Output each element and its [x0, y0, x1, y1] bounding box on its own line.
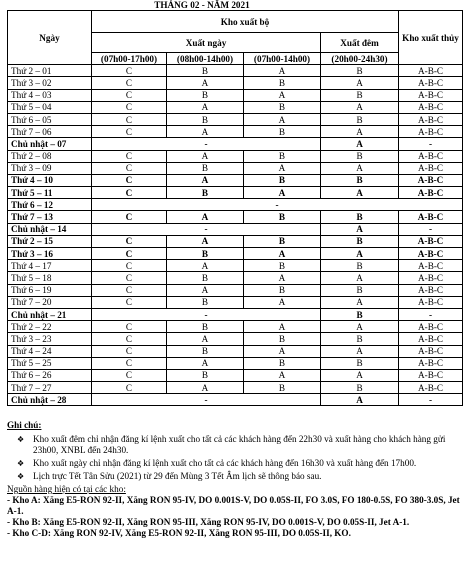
shift-cell-2: A: [167, 284, 244, 296]
shift-cell-3: B: [244, 174, 321, 186]
header-kho-xuat-thuy: Kho xuất thủy: [399, 11, 463, 65]
table-row: [8, 101, 463, 113]
table-row: [8, 174, 463, 186]
table-row: [8, 235, 463, 247]
shift-cell-2: B: [167, 321, 244, 333]
shift-cell-3: B: [244, 150, 321, 162]
day-cell: Chủ nhật – 07: [8, 138, 92, 150]
shift-cell-3: A: [244, 369, 321, 381]
water-depot-cell: A-B-C: [399, 235, 463, 247]
shift-cell-1: C: [92, 357, 167, 369]
water-depot-cell: A-B-C: [399, 113, 463, 125]
day-cell: Thứ 5 – 11: [8, 187, 92, 199]
shift-cell-merged: -: [92, 394, 321, 406]
shift-cell-1: C: [92, 382, 167, 394]
diamond-bullet-icon: ❖: [17, 472, 25, 481]
shift-cell-2: A: [167, 77, 244, 89]
shift-cell-2: B: [167, 272, 244, 284]
table-row: [8, 284, 463, 296]
product-kho-a: - Kho A: Xăng E5-RON 92-II, Xăng RON 95-IV, DO 0.001S-V, DO 0.05S-II, FO 3.0S, FO 180-0.5S, FO 380-3.0S, Jet A-1.: [7, 495, 460, 516]
day-cell: Thứ 2 – 15: [8, 235, 92, 247]
night-shift-cell: B: [321, 260, 399, 272]
night-shift-cell: B: [321, 113, 399, 125]
day-cell: Thứ 3 – 16: [8, 248, 92, 260]
shift-cell-2: A: [167, 357, 244, 369]
shift-cell-3: B: [244, 284, 321, 296]
table-row: [8, 369, 463, 381]
table-row: [8, 272, 463, 284]
shift-cell-2: B: [167, 369, 244, 381]
shift-cell-3: B: [244, 211, 321, 223]
day-cell: Thứ 4 – 10: [8, 174, 92, 186]
shift-cell-3: A: [244, 345, 321, 357]
table-row: [8, 333, 463, 345]
table-row: [8, 345, 463, 357]
shift-cell-3: A: [244, 89, 321, 101]
night-shift-cell: B: [321, 211, 399, 223]
night-shift-cell: B: [321, 174, 399, 186]
day-cell: Thứ 2 – 01: [8, 65, 92, 77]
day-cell: Thứ 6 – 19: [8, 284, 92, 296]
shift-cell-2: B: [167, 65, 244, 77]
shift-cell-1: C: [92, 126, 167, 138]
table-row: [8, 394, 463, 406]
shift-cell-merged: -: [92, 308, 321, 320]
day-cell: Thứ 7 – 06: [8, 126, 92, 138]
day-cell: Thứ 3 – 02: [8, 77, 92, 89]
night-shift-cell: A: [321, 394, 399, 406]
shift-cell-3: A: [244, 187, 321, 199]
water-depot-cell: A-B-C: [399, 284, 463, 296]
shift-cell-2: B: [167, 248, 244, 260]
shift-cell-2: A: [167, 211, 244, 223]
shift-cell-1: C: [92, 150, 167, 162]
shift-cell-3: B: [244, 101, 321, 113]
water-depot-cell: A-B-C: [399, 101, 463, 113]
note-item: ❖ Kho xuất ngày chỉ nhận đăng kí lệnh xuất cho tất cả các khách hàng đến 16h30 và xuất hàng đến 17h00.: [17, 458, 417, 468]
shift-cell-1: C: [92, 248, 167, 260]
night-shift-cell: A: [321, 126, 399, 138]
shift-cell-1: C: [92, 260, 167, 272]
day-cell: Thứ 2 – 22: [8, 321, 92, 333]
shift-cell-merged: -: [92, 199, 463, 211]
shift-cell-3: B: [244, 357, 321, 369]
night-shift-cell: B: [321, 308, 399, 320]
water-depot-cell: A-B-C: [399, 321, 463, 333]
shift-cell-1: C: [92, 174, 167, 186]
day-cell: Chủ nhật – 14: [8, 223, 92, 235]
night-shift-cell: B: [321, 235, 399, 247]
water-depot-cell: A-B-C: [399, 65, 463, 77]
table-row: [8, 211, 463, 223]
shift-cell-3: A: [244, 162, 321, 174]
day-cell: Thứ 6 – 12: [8, 199, 92, 211]
shift-cell-1: C: [92, 321, 167, 333]
day-cell: Thứ 7 – 20: [8, 296, 92, 308]
shift-cell-3: B: [244, 235, 321, 247]
shift-cell-1: C: [92, 284, 167, 296]
table-row: [8, 260, 463, 272]
shift-cell-1: C: [92, 113, 167, 125]
shift-cell-2: A: [167, 174, 244, 186]
table-row: [8, 248, 463, 260]
day-cell: Thứ 5 – 18: [8, 272, 92, 284]
table-row: [8, 321, 463, 333]
water-depot-cell: A-B-C: [399, 345, 463, 357]
header-slot-3: (07h00-14h00): [244, 53, 321, 65]
shift-cell-1: C: [92, 235, 167, 247]
table-row: [8, 223, 463, 235]
water-depot-cell: A-B-C: [399, 89, 463, 101]
shift-cell-3: A: [244, 248, 321, 260]
shift-cell-2: B: [167, 296, 244, 308]
note-item: ❖ Lịch trực Tết Tân Sửu (2021) từ 29 đến Mùng 3 Tết Âm lịch sẽ thông báo sau.: [17, 471, 322, 481]
water-depot-cell: A-B-C: [399, 162, 463, 174]
water-depot-cell: A-B-C: [399, 382, 463, 394]
shift-cell-2: B: [167, 113, 244, 125]
shift-cell-1: C: [92, 77, 167, 89]
shift-cell-3: B: [244, 77, 321, 89]
diamond-bullet-icon: ❖: [17, 459, 25, 468]
water-depot-cell: A-B-C: [399, 211, 463, 223]
water-depot-cell: A-B-C: [399, 260, 463, 272]
shift-cell-2: B: [167, 187, 244, 199]
night-shift-cell: A: [321, 162, 399, 174]
night-shift-cell: A: [321, 296, 399, 308]
shift-cell-3: B: [244, 382, 321, 394]
night-shift-cell: A: [321, 187, 399, 199]
shift-cell-2: B: [167, 89, 244, 101]
table-row: [8, 199, 463, 211]
shift-cell-2: B: [167, 162, 244, 174]
day-cell: Thứ 3 – 09: [8, 162, 92, 174]
shift-cell-3: A: [244, 296, 321, 308]
water-depot-cell: A-B-C: [399, 296, 463, 308]
shift-cell-merged: -: [92, 138, 321, 150]
table-row: [8, 113, 463, 125]
header-kho-xuat-bo: Kho xuất bộ: [92, 11, 399, 33]
shift-cell-3: A: [244, 65, 321, 77]
night-shift-cell: B: [321, 150, 399, 162]
table-row: [8, 77, 463, 89]
day-cell: Thứ 4 – 24: [8, 345, 92, 357]
shift-cell-3: A: [244, 272, 321, 284]
shift-cell-3: A: [244, 113, 321, 125]
header-xuat-ngay: Xuất ngày: [92, 33, 321, 53]
day-cell: Thứ 2 – 08: [8, 150, 92, 162]
night-shift-cell: B: [321, 65, 399, 77]
day-cell: Chủ nhật – 28: [8, 394, 92, 406]
product-kho-b: - Kho B: Xăng E5-RON 92-II, Xăng RON 95-III, Xăng RON 95-IV, DO 0.001S-V, DO 0.05S-II, Jet A-1.: [7, 517, 410, 527]
shift-cell-2: A: [167, 235, 244, 247]
shift-cell-1: C: [92, 187, 167, 199]
shift-cell-3: A: [244, 321, 321, 333]
water-depot-cell: A-B-C: [399, 187, 463, 199]
day-cell: Thứ 4 – 17: [8, 260, 92, 272]
shift-cell-1: C: [92, 65, 167, 77]
shift-cell-3: B: [244, 260, 321, 272]
water-depot-cell: -: [399, 138, 463, 150]
night-shift-cell: A: [321, 101, 399, 113]
shift-cell-merged: -: [92, 223, 321, 235]
diamond-bullet-icon: ❖: [17, 435, 25, 444]
page-title: THÁNG 02 - NĂM 2021: [154, 0, 250, 10]
table-row: [8, 126, 463, 138]
day-cell: Thứ 7 – 13: [8, 211, 92, 223]
day-cell: Thứ 6 – 05: [8, 113, 92, 125]
night-shift-cell: A: [321, 223, 399, 235]
water-depot-cell: A-B-C: [399, 174, 463, 186]
table-row: [8, 308, 463, 320]
day-cell: Thứ 5 – 25: [8, 357, 92, 369]
shift-cell-2: A: [167, 333, 244, 345]
table-row: [8, 187, 463, 199]
shift-cell-2: A: [167, 126, 244, 138]
table-row: [8, 357, 463, 369]
schedule-table: [7, 10, 463, 406]
notes-section: [7, 420, 465, 539]
night-shift-cell: A: [321, 369, 399, 381]
header-xuat-dem: Xuất đêm: [321, 33, 399, 53]
night-shift-cell: A: [321, 321, 399, 333]
schedule-body: [8, 65, 463, 406]
header-slot-1: (07h00-17h00): [92, 53, 167, 65]
water-depot-cell: A-B-C: [399, 357, 463, 369]
day-cell: Thứ 5 – 04: [8, 101, 92, 113]
shift-cell-2: A: [167, 150, 244, 162]
notes-title: Ghi chú:: [7, 420, 42, 430]
shift-cell-3: B: [244, 126, 321, 138]
day-cell: Thứ 4 – 03: [8, 89, 92, 101]
water-depot-cell: A-B-C: [399, 126, 463, 138]
water-depot-cell: -: [399, 308, 463, 320]
night-shift-cell: B: [321, 284, 399, 296]
product-kho-cd: - Kho C-D: Xăng RON 92-IV, Xăng E5-RON 92-II, Xăng RON 95-III, DO 0.05S-II, KO.: [7, 528, 351, 538]
water-depot-cell: -: [399, 394, 463, 406]
night-shift-cell: A: [321, 77, 399, 89]
table-row: [8, 89, 463, 101]
shift-cell-1: C: [92, 101, 167, 113]
night-shift-cell: B: [321, 357, 399, 369]
shift-cell-2: A: [167, 260, 244, 272]
table-row: [8, 296, 463, 308]
header-slot-4: (20h00-24h30): [321, 53, 399, 65]
header-day: Ngày: [8, 11, 92, 65]
night-shift-cell: B: [321, 333, 399, 345]
shift-cell-1: C: [92, 369, 167, 381]
source-title: Nguồn hàng hiện có tại các kho:: [7, 484, 126, 494]
note-item: ❖ Kho xuất đêm chỉ nhận đăng kí lệnh xuất cho tất cả các khách hàng đến 22h30 và xuất hàng cho khách hàng gửi 23h00, XNBL đến 24h30.: [17, 434, 446, 455]
shift-cell-2: B: [167, 345, 244, 357]
shift-cell-1: C: [92, 162, 167, 174]
night-shift-cell: A: [321, 345, 399, 357]
shift-cell-1: C: [92, 211, 167, 223]
night-shift-cell: A: [321, 138, 399, 150]
water-depot-cell: A-B-C: [399, 333, 463, 345]
day-cell: Chủ nhật – 21: [8, 308, 92, 320]
night-shift-cell: B: [321, 382, 399, 394]
night-shift-cell: B: [321, 89, 399, 101]
shift-cell-1: C: [92, 296, 167, 308]
header-slot-2: (08h00-14h00): [167, 53, 244, 65]
table-row: [8, 138, 463, 150]
night-shift-cell: A: [321, 248, 399, 260]
shift-cell-1: C: [92, 89, 167, 101]
water-depot-cell: A-B-C: [399, 150, 463, 162]
table-row: [8, 150, 463, 162]
water-depot-cell: A-B-C: [399, 369, 463, 381]
night-shift-cell: A: [321, 272, 399, 284]
shift-cell-2: A: [167, 101, 244, 113]
table-row: [8, 65, 463, 77]
day-cell: Thứ 3 – 23: [8, 333, 92, 345]
water-depot-cell: A-B-C: [399, 77, 463, 89]
water-depot-cell: A-B-C: [399, 248, 463, 260]
water-depot-cell: -: [399, 223, 463, 235]
day-cell: Thứ 7 – 27: [8, 382, 92, 394]
shift-cell-1: C: [92, 333, 167, 345]
table-row: [8, 382, 463, 394]
shift-cell-1: C: [92, 345, 167, 357]
shift-cell-1: C: [92, 272, 167, 284]
shift-cell-3: B: [244, 333, 321, 345]
shift-cell-2: A: [167, 382, 244, 394]
water-depot-cell: A-B-C: [399, 272, 463, 284]
day-cell: Thứ 6 – 26: [8, 369, 92, 381]
table-row: [8, 162, 463, 174]
